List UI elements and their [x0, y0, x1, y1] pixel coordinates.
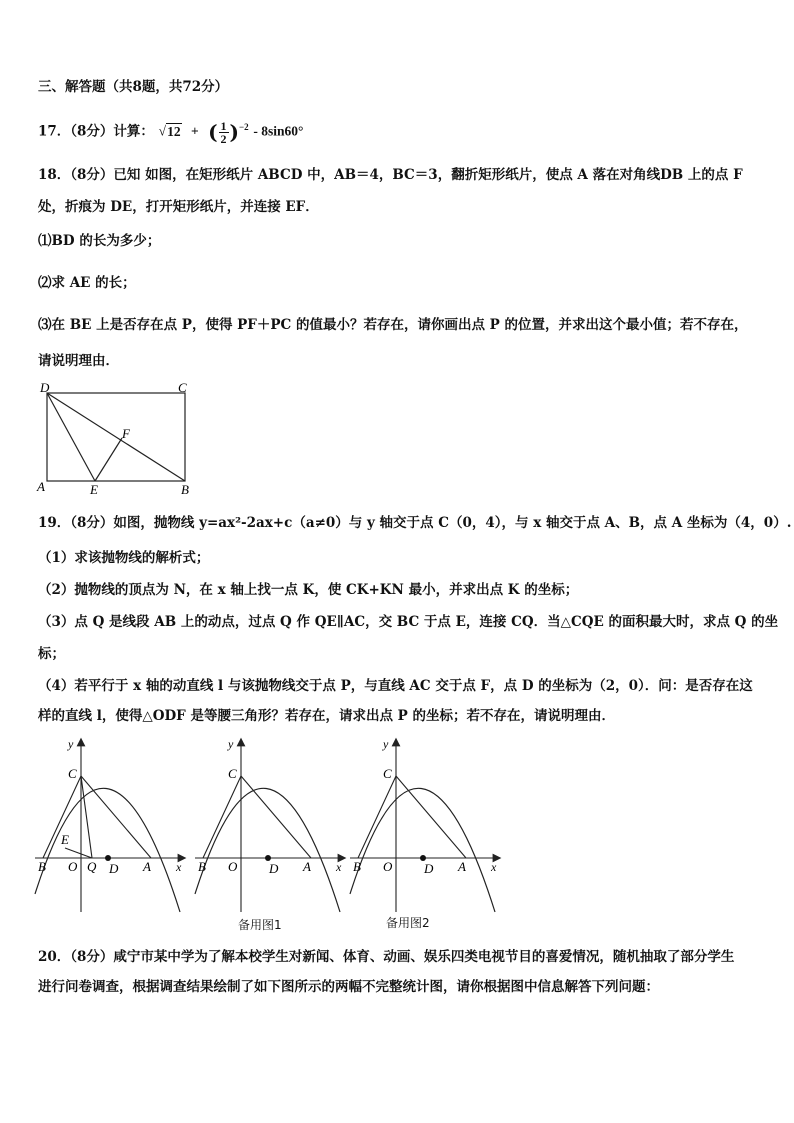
- q19-backup-figure-2: [345, 734, 505, 914]
- q19-sub2: （2）抛物线的顶点为 N，在 x 轴上找一点 K，使 CK+KN 最小，并求出点 K 的坐标；: [38, 582, 579, 598]
- q19-sub4-line1: （4）若平行于 x 轴的动直线 l 与该抛物线交于点 P，与直线 AC 交于点 F，点 D 的坐标为（2，0）．问：是否存在这: [38, 678, 753, 694]
- question-17: [38, 118, 303, 145]
- fold-de: [47, 393, 95, 481]
- label-o: O: [228, 859, 238, 874]
- q19-parabola-figure: [30, 734, 190, 914]
- label-c: C: [383, 766, 392, 781]
- q19-sub3-line2: 标；: [38, 646, 65, 662]
- segment-ef: [95, 438, 122, 481]
- label-b: B: [198, 859, 206, 874]
- q18-sub3-line2: 请说明理由．: [38, 353, 119, 369]
- label-a: A: [458, 859, 466, 874]
- label-o: O: [383, 859, 393, 874]
- line-qe: [65, 848, 92, 858]
- q18-sub2: ⑵求 AE 的长；: [38, 275, 136, 291]
- label-e: E: [90, 482, 98, 497]
- line-cq: [81, 776, 92, 858]
- label-c: C: [178, 380, 187, 395]
- q17-power: −2: [239, 122, 249, 132]
- q20-line1: 20．（8分）咸宁市某中学为了解本校学生对新闻、体育、动画、娱乐四类电视节目的喜爱情况，随机抽取了部分学生: [38, 949, 735, 965]
- q19-sub1: （1）求该抛物线的解析式；: [38, 550, 210, 566]
- q17-sqrt-radicand: 12: [167, 123, 181, 139]
- q18-rectangle-figure: [30, 378, 200, 500]
- line-bc: [358, 776, 396, 858]
- line-bc: [203, 776, 241, 858]
- q18-sub3-line1: ⑶在 BE 上是否存在点 P，使得 PF＋PC 的值最小？若存在，请你画出点 P 的位置，并求出这个最小值；若不存在，: [38, 317, 748, 333]
- q18-sub1: ⑴BD 的长为多少；: [38, 233, 161, 249]
- q17-left-paren: (: [208, 120, 218, 144]
- label-d-text: D: [269, 861, 279, 876]
- q17-prefix: 17．（8分）计算：: [38, 123, 154, 140]
- q17-frac-den: 2: [220, 131, 227, 146]
- label-a: A: [303, 859, 311, 874]
- label-d: D: [40, 380, 50, 395]
- label-y: y: [228, 737, 234, 751]
- label-x: x: [336, 860, 342, 874]
- q17-frac-num: 1: [220, 118, 227, 133]
- label-c: C: [228, 766, 237, 781]
- label-e: E: [61, 832, 69, 847]
- label-a: A: [37, 479, 45, 494]
- label-x: x: [176, 860, 182, 874]
- label-x: x: [491, 860, 497, 874]
- q17-sqrt: √12: [158, 123, 181, 139]
- label-y: y: [383, 737, 389, 751]
- caption-backup-2: 备用图2: [386, 916, 430, 930]
- label-b: B: [181, 482, 189, 497]
- label-o: O: [68, 859, 78, 874]
- label-d-text: D: [109, 861, 119, 876]
- q17-fraction: [219, 120, 229, 145]
- section-heading: 三、解答题（共8题，共72分）: [38, 79, 229, 95]
- q19-sub3-line1: （3）点 Q 是线段 AB 上的动点，过点 Q 作 QE∥AC，交 BC 于点 E，连接 CQ．当△CQE 的面积最大时，求点 Q 的坐: [38, 614, 779, 630]
- q19-backup-figure-1: [190, 734, 350, 914]
- label-c: C: [68, 766, 77, 781]
- label-y: y: [68, 737, 74, 751]
- caption-backup-1: 备用图1: [238, 918, 282, 932]
- q19-line1: 19．（8分）如图，抛物线 y=ax²-2ax+c（a≠0）与 y 轴交于点 C（0，4），与 x 轴交于点 A、B，点 A 坐标为（4，0）.: [38, 515, 792, 531]
- label-a: A: [143, 859, 151, 874]
- q20-line2: 进行问卷调查，根据调查结果绘制了如下图所示的两幅不完整统计图，请你根据图中信息解答下列问题：: [38, 979, 659, 995]
- q19-sub4-line2: 样的直线 l，使得△ODF 是等腰三角形？若存在，请求出点 P 的坐标；若不存在，请说明理由．: [38, 708, 616, 724]
- label-b: B: [38, 859, 46, 874]
- q17-plus: +: [190, 123, 199, 139]
- q18-line2: 处，折痕为 DE，打开矩形纸片，并连接 EF．: [38, 199, 319, 215]
- diagonal-db: [47, 393, 185, 481]
- q18-line1: 18．（8分）已知 如图，在矩形纸片 ABCD 中，AB＝4，BC＝3，翻折矩形纸片，使点 A 落在对角线DB 上的点 F: [38, 167, 743, 183]
- q17-tail: - 8sin60°: [253, 123, 304, 139]
- label-b: B: [353, 859, 361, 874]
- label-d-text: D: [424, 861, 434, 876]
- label-f: F: [122, 426, 130, 441]
- label-q: Q: [87, 859, 97, 874]
- q17-right-paren: ): [229, 120, 240, 144]
